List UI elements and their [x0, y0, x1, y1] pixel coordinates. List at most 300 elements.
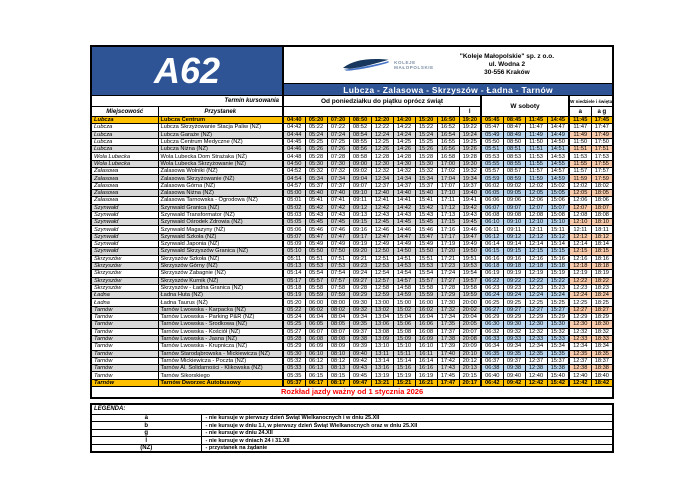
time-cell: 12:34: [371, 175, 393, 182]
time-cell: 12:12: [569, 233, 591, 240]
time-cell: 13:04: [371, 314, 393, 321]
time-cell: 12:49: [371, 241, 393, 248]
time-cell: 09:30: [503, 321, 525, 328]
time-cell: 12:29: [569, 314, 591, 321]
time-cell: 14:57: [393, 277, 415, 284]
time-cell: 05:55: [481, 160, 503, 167]
time-cell: 06:42: [481, 379, 503, 386]
stop-cell: Zalasowa Górna (NŻ): [158, 182, 283, 189]
table-row: [91, 255, 613, 262]
time-cell: 09:35: [349, 321, 371, 328]
time-cell: 19:42: [459, 204, 481, 211]
time-cell: 08:12: [327, 357, 349, 364]
stop-cell: Tarnów Lwowska - Środkowa (NŻ): [158, 321, 283, 328]
time-cell: 09:35: [503, 350, 525, 357]
time-cell: 11:53: [569, 153, 591, 160]
time-cell: 17:13: [437, 211, 459, 218]
time-cell: 17:32: [437, 306, 459, 313]
time-cell: 05:03: [283, 211, 305, 218]
city-cell: Zalasowa: [91, 175, 158, 182]
time-cell: 08:10: [327, 350, 349, 357]
time-cell: 14:22: [393, 124, 415, 131]
time-cell: 06:10: [305, 350, 327, 357]
time-cell: 05:53: [481, 153, 503, 160]
time-cell: 12:27: [525, 306, 547, 313]
time-cell: 05:05: [283, 219, 305, 226]
time-cell: 12:19: [569, 270, 591, 277]
stop-cell: Szynwałd Skrzyszów Granica (NŻ): [158, 248, 283, 255]
time-cell: 09:40: [349, 350, 371, 357]
time-cell: 14:55: [547, 160, 569, 167]
time-cell: 14:51: [393, 255, 415, 262]
legend-symbol: b: [91, 422, 201, 430]
time-cell: 07:42: [327, 204, 349, 211]
time-cell: 18:07: [591, 204, 613, 211]
city-cell: Ładna: [91, 299, 158, 306]
time-cell: 12:32: [569, 328, 591, 335]
table-row: [91, 335, 613, 342]
time-cell: 15:43: [415, 211, 437, 218]
time-cell: 14:53: [547, 153, 569, 160]
time-cell: 12:45: [371, 219, 393, 226]
time-cell: 15:37: [415, 182, 437, 189]
time-cell: 04:48: [283, 153, 305, 160]
logo-text-line2: MAŁOPOLSKIE: [394, 65, 434, 70]
time-cell: 19:22: [459, 124, 481, 131]
time-cell: 12:25: [525, 299, 547, 306]
validity-notice: Rozkład jazdy ważny od 1 stycznia 2026: [91, 386, 613, 398]
time-cell: 05:45: [305, 219, 327, 226]
stop-cell: Skrzyszów Kurnik (NŻ): [158, 277, 283, 284]
time-cell: 17:27: [437, 277, 459, 284]
time-cell: 15:32: [547, 328, 569, 335]
time-cell: 11:59: [525, 175, 547, 182]
time-cell: 15:26: [415, 146, 437, 153]
time-cell: 09:12: [349, 204, 371, 211]
time-cell: 18:33: [591, 335, 613, 342]
table-row: [91, 284, 613, 291]
time-cell: 15:06: [393, 321, 415, 328]
city-cell: Tarnów: [91, 335, 158, 342]
time-cell: 17:19: [437, 241, 459, 248]
time-cell: 08:55: [349, 138, 371, 145]
legend-description: - nie kursuje w dniu 24.XII: [201, 429, 613, 437]
timetable: [90, 45, 614, 399]
time-cell: 09:08: [503, 211, 525, 218]
time-cell: 20:17: [459, 379, 481, 386]
time-cell: 15:14: [547, 241, 569, 248]
time-cell: 05:57: [481, 168, 503, 175]
time-cell: 11:50: [525, 138, 547, 145]
time-cell: 06:29: [481, 314, 503, 321]
stop-cell: Szynwałd Japonia (NŻ): [158, 241, 283, 248]
time-cell: 12:35: [525, 350, 547, 357]
legend-row: [91, 444, 613, 452]
city-cell: Zalasowa: [91, 182, 158, 189]
time-cell: 05:47: [305, 233, 327, 240]
time-cell: 16:16: [415, 365, 437, 372]
time-cell: 17:29: [437, 292, 459, 299]
time-cell: 09:39: [349, 343, 371, 350]
stop-cell: Skrzyszów Górny (NŻ): [158, 262, 283, 269]
time-cell: 15:02: [393, 306, 415, 313]
time-cell: 05:50: [481, 138, 503, 145]
time-cell: 09:07: [503, 204, 525, 211]
time-cell: 09:16: [349, 226, 371, 233]
time-cell: 08:51: [503, 146, 525, 153]
stop-cell: Szynwałd Ośrodek Zdrowia (NŻ): [158, 219, 283, 226]
time-cell: 09:23: [503, 284, 525, 291]
time-cell: 14:59: [547, 175, 569, 182]
operator-address-street: ul. Wodna 2: [488, 61, 526, 68]
time-cell: 09:40: [503, 372, 525, 379]
time-cell: 15:14: [393, 357, 415, 364]
time-cell: 12:26: [371, 146, 393, 153]
table-row: [91, 124, 613, 131]
operator-address-city: 30-556 Kraków: [484, 69, 530, 76]
time-cell: 15:53: [415, 262, 437, 269]
logo-text-line1: KOLEJE: [394, 59, 416, 65]
time-cell: 17:53: [591, 153, 613, 160]
time-cell: 08:04: [327, 314, 349, 321]
time-cell: 19:20: [459, 117, 481, 124]
time-cell: 09:29: [503, 314, 525, 321]
time-cell: 14:49: [547, 131, 569, 138]
time-cell: 11:57: [569, 168, 591, 175]
time-cell: 06:35: [481, 350, 503, 357]
table-row: [91, 241, 613, 248]
time-cell: 12:06: [569, 197, 591, 204]
time-cell: 05:49: [481, 131, 503, 138]
time-cell: 17:20: [437, 248, 459, 255]
time-cell: 12:02: [525, 182, 547, 189]
time-cell: 06:10: [481, 219, 503, 226]
time-cell: 06:14: [481, 241, 503, 248]
time-cell: 11:57: [525, 168, 547, 175]
time-cell: 14:53: [393, 262, 415, 269]
time-cell: 09:27: [503, 306, 525, 313]
time-cell: 06:34: [481, 343, 503, 350]
time-cell: 09:06: [503, 197, 525, 204]
time-cell: 07:46: [327, 226, 349, 233]
time-cell: 09:11: [349, 197, 371, 204]
stop-cell: Tarnów Dworzec Autobusowy: [158, 379, 283, 386]
time-cell: 05:28: [283, 335, 305, 342]
time-cell: 06:32: [481, 328, 503, 335]
time-cell: 05:11: [283, 255, 305, 262]
time-cell: 12:27: [569, 306, 591, 313]
time-cell: 19:28: [459, 153, 481, 160]
time-cell: 12:11: [569, 226, 591, 233]
city-cell: Szynwałd: [91, 241, 158, 248]
time-cell: 19:57: [459, 277, 481, 284]
time-cell: 09:22: [503, 277, 525, 284]
time-cell: 12:50: [371, 248, 393, 255]
time-cell: 05:13: [283, 262, 305, 269]
time-cell: 12:06: [525, 197, 547, 204]
time-cell: 08:52: [349, 124, 371, 131]
city-cell: Tarnów: [91, 350, 158, 357]
table-row: [91, 219, 613, 226]
time-cell: 15:28: [415, 153, 437, 160]
time-cell: 16:55: [437, 138, 459, 145]
time-cell: 09:10: [349, 189, 371, 196]
time-cell: 16:54: [437, 131, 459, 138]
legend-description: - nie kursuje w dniu 1.I, w pierwszy dzień Świąt Wielkanocnych oraz w dniu 25.XII: [201, 422, 613, 430]
table-row: [91, 226, 613, 233]
time-cell: 17:10: [437, 189, 459, 196]
legend-row: [91, 429, 613, 437]
time-cell: 12:41: [371, 197, 393, 204]
time-cell: 11:51: [569, 146, 591, 153]
time-cell: 12:43: [371, 211, 393, 218]
time-cell: 14:40: [393, 189, 415, 196]
time-cell: 18:05: [591, 189, 613, 196]
time-cell: 05:25: [283, 321, 305, 328]
time-cell: 20:04: [459, 314, 481, 321]
time-cell: 15:37: [547, 357, 569, 364]
legend-symbol: a: [91, 414, 201, 422]
time-cell: 12:51: [371, 255, 393, 262]
time-cell: 17:47: [437, 379, 459, 386]
time-cell: 09:18: [503, 262, 525, 269]
time-cell: 09:13: [349, 211, 371, 218]
time-cell: 12:10: [525, 219, 547, 226]
time-cell: 12:42: [569, 379, 591, 386]
time-cell: 14:51: [547, 146, 569, 153]
time-cell: 19:53: [459, 262, 481, 269]
time-cell: 14:58: [393, 284, 415, 291]
table-row: [91, 175, 613, 182]
time-cell: 05:32: [283, 357, 305, 364]
time-cell: 18:14: [591, 241, 613, 248]
time-cell: 08:13: [327, 365, 349, 372]
time-cell: 11:50: [569, 138, 591, 145]
time-cell: 12:29: [525, 314, 547, 321]
time-cell: 07:57: [327, 277, 349, 284]
time-cell: 15:19: [547, 270, 569, 277]
time-cell: 19:25: [459, 138, 481, 145]
legend-row: [91, 414, 613, 422]
stop-cell: Zalasowa Niżna (NŻ): [158, 189, 283, 196]
time-cell: 15:57: [415, 277, 437, 284]
time-cell: 17:12: [437, 204, 459, 211]
time-cell: 05:09: [283, 241, 305, 248]
time-cell: 18:32: [591, 328, 613, 335]
time-cell: 12:57: [371, 277, 393, 284]
time-cell: 04:45: [283, 138, 305, 145]
time-cell: 11:53: [525, 153, 547, 160]
time-cell: 09:45: [349, 372, 371, 379]
time-cell: 19:45: [459, 219, 481, 226]
time-cell: 06:38: [481, 365, 503, 372]
time-cell: 12:05: [525, 189, 547, 196]
stop-cell: Tarnów Mickiewicza - Poczta (NŻ): [158, 357, 283, 364]
time-cell: 12:07: [525, 204, 547, 211]
time-cell: 05:20: [305, 117, 327, 124]
legend-symbol: (NŻ): [91, 444, 201, 452]
city-cell: Szynwałd: [91, 233, 158, 240]
table-row: [91, 321, 613, 328]
time-cell: 12:28: [371, 153, 393, 160]
time-cell: 06:13: [305, 365, 327, 372]
time-cell: 12:02: [569, 182, 591, 189]
time-cell: 07:45: [327, 219, 349, 226]
time-cell: 16:02: [415, 306, 437, 313]
time-cell: 14:50: [393, 248, 415, 255]
city-cell: Szynwałd: [91, 219, 158, 226]
time-cell: 15:58: [415, 284, 437, 291]
time-cell: 06:15: [481, 248, 503, 255]
time-cell: 12:15: [525, 248, 547, 255]
city-cell: Tarnów: [91, 365, 158, 372]
table-row: [91, 168, 613, 175]
time-cell: 09:43: [349, 365, 371, 372]
time-cell: 12:19: [525, 270, 547, 277]
time-cell: 19:46: [459, 226, 481, 233]
table-row: [91, 343, 613, 350]
time-cell: 06:08: [305, 335, 327, 342]
time-cell: 17:11: [437, 197, 459, 204]
time-cell: 05:27: [283, 328, 305, 335]
time-cell: 05:46: [305, 226, 327, 233]
time-cell: 14:34: [393, 175, 415, 182]
time-cell: 17:15: [437, 219, 459, 226]
time-cell: 09:33: [503, 335, 525, 342]
time-cell: 05:32: [305, 168, 327, 175]
time-cell: 13:21: [371, 379, 393, 386]
time-cell: 06:04: [305, 314, 327, 321]
table-row: [91, 262, 613, 269]
time-cell: 06:11: [481, 226, 503, 233]
time-cell: 14:47: [547, 124, 569, 131]
time-cell: 15:21: [393, 379, 415, 386]
time-cell: 12:33: [525, 335, 547, 342]
stop-cell: Szynwałd Granica (NŻ): [158, 204, 283, 211]
group-saturday-header: W soboty: [481, 96, 569, 117]
stop-cell: Lubcza Niżna (NŻ): [158, 146, 283, 153]
time-cell: 12:22: [525, 277, 547, 284]
time-cell: 15:47: [415, 233, 437, 240]
time-cell: 16:21: [415, 379, 437, 386]
stop-cell: Ładna Huta (NŻ): [158, 292, 283, 299]
time-cell: 15:10: [547, 219, 569, 226]
time-cell: 12:40: [371, 189, 393, 196]
time-cell: 09:19: [349, 241, 371, 248]
time-cell: 15:11: [547, 226, 569, 233]
time-cell: 05:41: [305, 197, 327, 204]
time-cell: 05:49: [305, 241, 327, 248]
time-cell: 18:34: [591, 343, 613, 350]
operator-name: "Koleje Małopolskie" sp. z o.o.: [459, 53, 555, 60]
time-cell: 14:32: [393, 168, 415, 175]
time-cell: 15:25: [415, 138, 437, 145]
time-cell: 17:40: [437, 350, 459, 357]
time-cell: 06:25: [481, 299, 503, 306]
time-cell: 15:12: [547, 233, 569, 240]
time-cell: 12:23: [569, 284, 591, 291]
time-cell: 15:27: [547, 306, 569, 313]
time-cell: 05:53: [305, 262, 327, 269]
time-cell: 15:22: [547, 277, 569, 284]
time-cell: 12:37: [569, 357, 591, 364]
legend-description: - przystanek na żądanie: [201, 444, 613, 452]
time-cell: 12:38: [525, 365, 547, 372]
legend-description: - nie kursuje w pierwszy dzień Świąt Wielkanocnych i w dniu 25.XII: [201, 414, 613, 422]
time-cell: 12:11: [525, 226, 547, 233]
table-row: [91, 379, 613, 386]
time-cell: 20:09: [459, 343, 481, 350]
time-cell: 05:24: [283, 314, 305, 321]
time-cell: 09:16: [503, 255, 525, 262]
time-cell: 17:30: [437, 299, 459, 306]
time-cell: 07:22: [327, 124, 349, 131]
time-cell: 05:30: [305, 160, 327, 167]
time-cell: 09:28: [349, 284, 371, 291]
time-cell: 05:58: [305, 284, 327, 291]
time-cell: 12:40: [569, 372, 591, 379]
time-cell: 09:32: [349, 306, 371, 313]
time-cell: 18:11: [591, 226, 613, 233]
time-cell: 05:00: [283, 189, 305, 196]
time-cell: 12:35: [569, 350, 591, 357]
time-cell: 09:42: [349, 357, 371, 364]
time-cell: 12:47: [371, 233, 393, 240]
time-cell: 12:33: [569, 335, 591, 342]
koleje-malopolskie-logo-icon: [342, 57, 434, 73]
timetable-sheet: [90, 45, 612, 453]
time-cell: 05:50: [305, 248, 327, 255]
time-cell: 05:19: [283, 292, 305, 299]
time-cell: 13:06: [371, 321, 393, 328]
time-cell: 11:45: [569, 117, 591, 124]
time-cell: 16:08: [415, 328, 437, 335]
time-cell: 05:37: [283, 379, 305, 386]
time-cell: 15:00: [393, 299, 415, 306]
time-cell: 15:42: [415, 204, 437, 211]
time-cell: 09:27: [349, 277, 371, 284]
time-cell: 11:49: [525, 131, 547, 138]
time-cell: 05:43: [305, 211, 327, 218]
time-cell: 11:49: [569, 131, 591, 138]
time-cell: 07:49: [327, 241, 349, 248]
time-cell: 19:26: [459, 146, 481, 153]
time-cell: 15:29: [547, 314, 569, 321]
time-cell: 08:50: [349, 117, 371, 124]
time-cell: 13:02: [371, 306, 393, 313]
time-cell: 16:11: [415, 350, 437, 357]
table-row: [91, 189, 613, 196]
time-cell: 14:46: [393, 226, 415, 233]
time-cell: 17:21: [437, 255, 459, 262]
time-cell: 06:18: [481, 262, 503, 269]
time-cell: 15:54: [415, 270, 437, 277]
time-cell: 09:38: [349, 335, 371, 342]
time-cell: 06:17: [305, 379, 327, 386]
time-cell: 08:56: [349, 146, 371, 153]
city-cell: Zalasowa: [91, 168, 158, 175]
time-cell: 05:02: [283, 204, 305, 211]
time-cell: 06:30: [481, 321, 503, 328]
city-cell: Wola Lubecka: [91, 160, 158, 167]
stop-cell: Zalasowa Tarnowska - Ogrodowa (NŻ): [158, 197, 283, 204]
table-row: [91, 197, 613, 204]
operator-header: [283, 46, 613, 84]
table-row: [91, 138, 613, 145]
time-cell: 09:42: [503, 379, 525, 386]
stop-cell: Skrzyszów - Ładna Granica (NŻ): [158, 284, 283, 291]
time-cell: 12:24: [525, 292, 547, 299]
